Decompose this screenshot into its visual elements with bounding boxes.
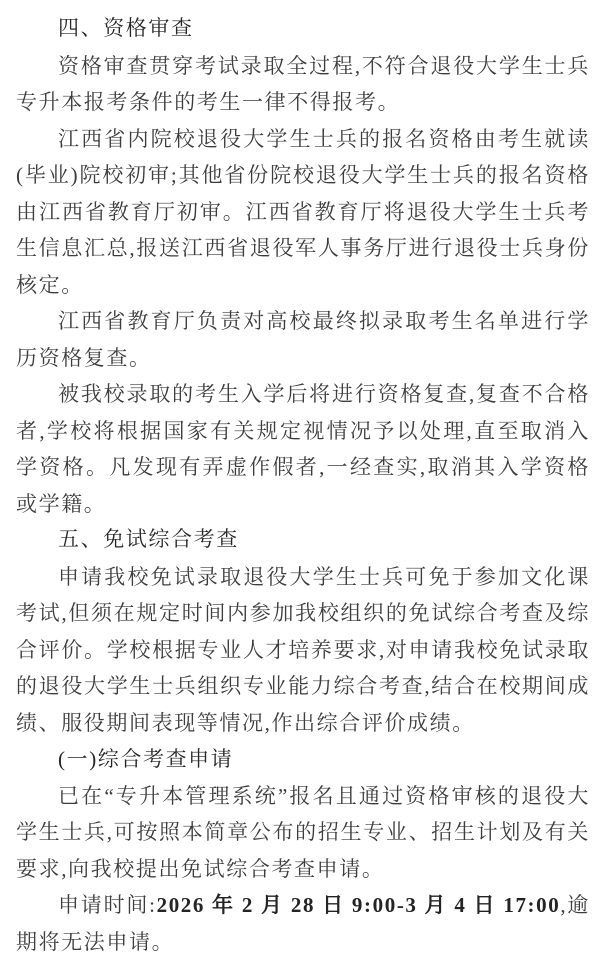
section-heading-qualification-review: 四、资格审查 [58,17,194,40]
paragraph-exemption-overview: 申请我校免试录取退役大学生士兵可免于参加文化课考试,但须在规定时间内参加我校组织的免试综合考查及综合评价。学校根据专业人才培养要求,对申请我校免试录取的退役大学生士兵组织专业能力综合考查,结合在校期间成绩、服役期间表现等情况,作出综合评价成绩。 [16,564,590,735]
section-heading-exemption-comprehensive-assessment: 五、免试综合考查 [58,528,239,551]
paragraph-initial-review: 江西省内院校退役大学生士兵的报名资格由考生就读(毕业)院校初审;其他省份院校退役大学生士兵的报名资格由江西省教育厅初审。江西省教育厅将退役大学生士兵考生信息汇总,报送江西省退役军人事务厅进行退役士兵身份核定。 [16,126,590,297]
paragraph-final-list-review: 江西省教育厅负责对高校最终拟录取考生名单进行学历资格复查。 [16,309,590,370]
application-time-value: 2026 年 2 月 28 日 9:00-3 月 4 日 17:00 [156,893,561,917]
subheading-assessment-application: (一)综合考查申请 [58,747,234,771]
application-time-suffix: ,逾期将无法申请。 [16,893,591,954]
paragraph-application-eligibility: 已在“专升本管理系统”报名且通过资格审核的退役大学生士兵,可按照本简章公布的招生专业、招生计划及有关要求,向我校提出免试综合考查申请。 [16,783,590,881]
application-time-label: 申请时间: [58,893,157,917]
paragraph-recheck-after-enrollment: 被我校录取的考生入学后将进行资格复查,复查不合格者,学校将根据国家有关规定视情况予以处理,直至取消入学资格。凡发现有弄虚作假者,一经查实,取消其入学资格或学籍。 [16,382,590,516]
paragraph-application-time [16,887,590,960]
paragraph-review-scope: 资格审查贯穿考试录取全过程,不符合退役大学生士兵专升本报考条件的考生一律不得报考。 [16,53,590,114]
